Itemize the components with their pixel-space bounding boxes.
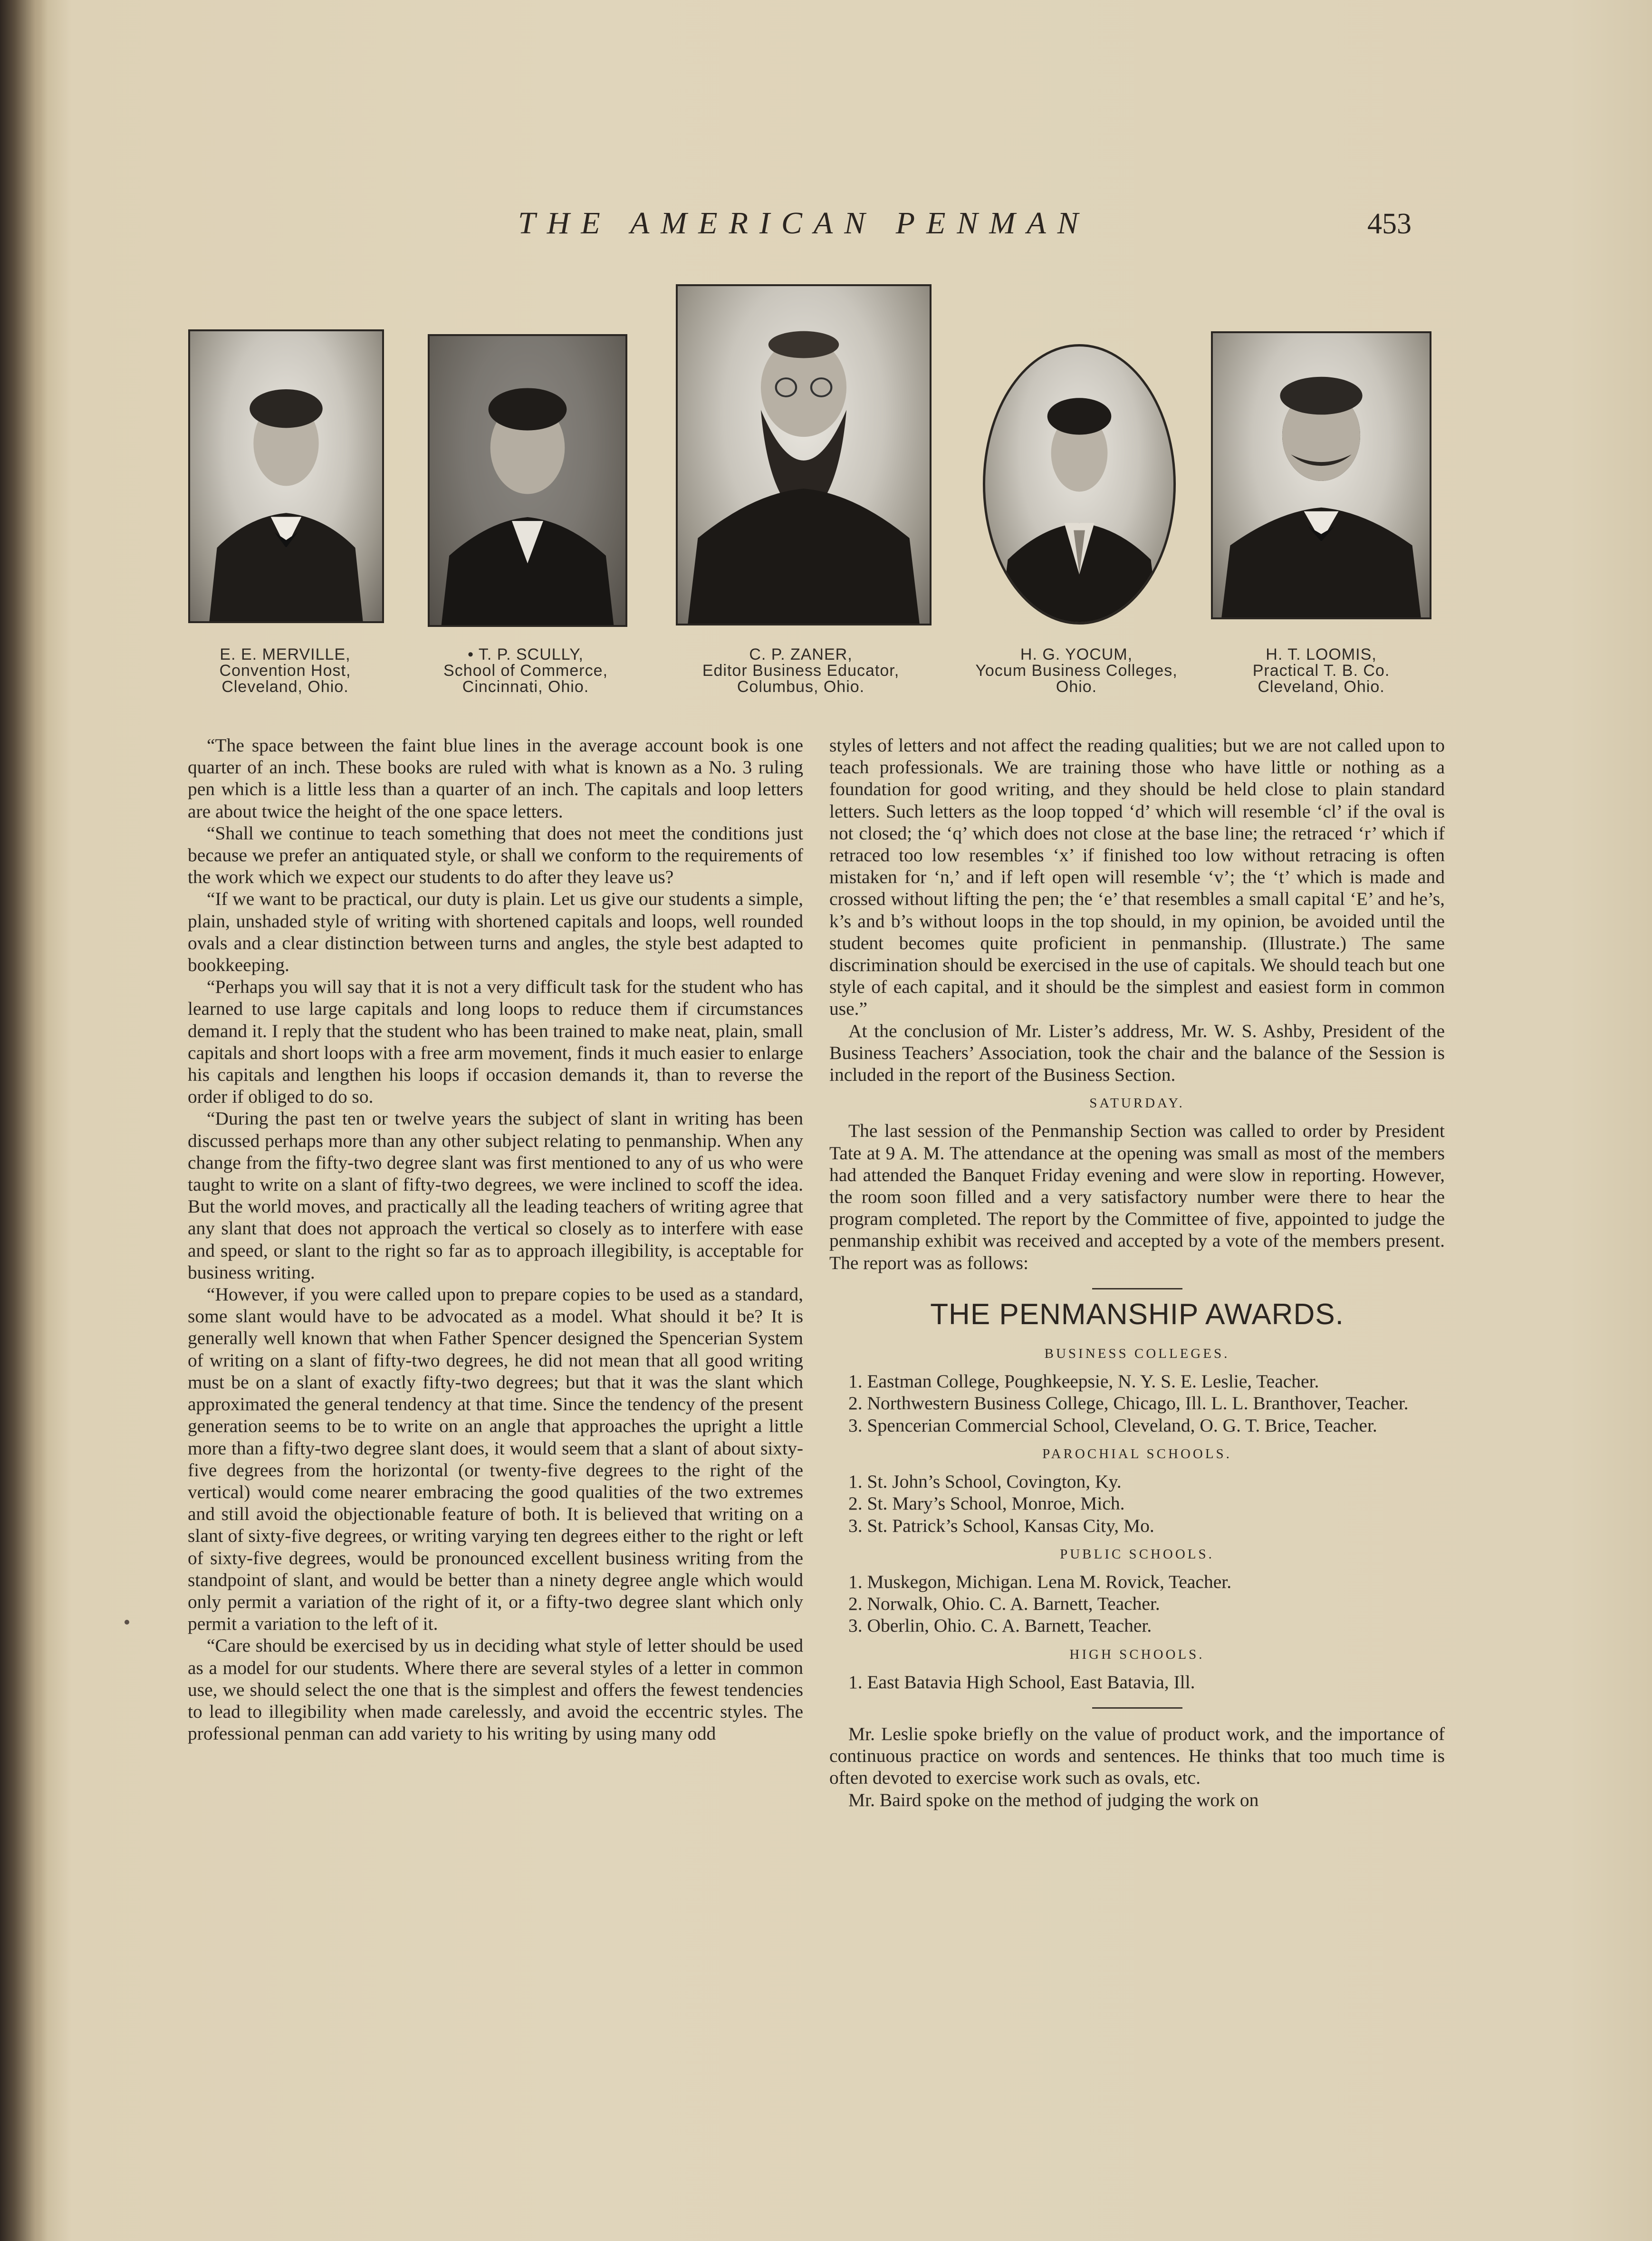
section-heading-saturday: SATURDAY. [1089, 1096, 1185, 1111]
portrait-scully [428, 334, 627, 627]
caption-line: Convention Host, [219, 662, 351, 680]
caption-line: Cleveland, Ohio. [221, 678, 349, 696]
caption-name: C. P. ZANER, [749, 645, 853, 664]
award-item: 3. Oberlin, Ohio. C. A. Barnett, Teacher. [848, 1615, 1152, 1636]
caption-loomis [1207, 646, 1435, 695]
category-heading-business: BUSINESS COLLEGES. [1044, 1346, 1230, 1362]
caption-name: H. T. LOOMIS, [1266, 645, 1377, 664]
left-column [188, 734, 803, 1744]
paragraph: “If we want to be practical, our duty is plain. Let us give our students a simple, plain, unshaded style of writing with shortened capitals and loops, well rounded ovals and a clear distinction between turns and angles, the style best adapted to bookkeeping. [188, 888, 803, 976]
paragraph: “During the past ten or twelve years the subject of slant in writing has been discussed perhaps more than any other subject relating to penmanship. When any change from the fifty-two degree slant was first mentioned to any of us who were taught to write on a slant of fifty-two degrees, we were inclined to scoff the idea. But the world moves, and practically all the leading teachers of writing agree that any slant that does not approach the vertical so closely as to interfere with ease and speed, or slant to the right so far as to approach illegibility, is acceptable for business writing. [188, 1108, 803, 1283]
margin-mark [125, 1620, 129, 1625]
caption-name: E. E. MERVILLE, [220, 645, 351, 664]
paragraph: At the conclusion of Mr. Lister’s address, Mr. W. S. Ashby, President of the Business Teachers’ Association, took the chair and the balance of the Session is included in the report of the Business Section. [829, 1020, 1445, 1086]
page-number: 453 [1367, 208, 1412, 240]
paragraph: “Care should be exercised by us in deciding what style of letter should be used as a model for our students. Where there are several styles of a letter in common use, we should select the one that is the simplest and offers the fewest tendencies to lead to illegibility when made carelessly, and avoid the eccentric styles. The professional penman can add variety to his writing by using many odd [188, 1635, 803, 1744]
caption-line: Yocum Business Colleges, [975, 662, 1178, 680]
portrait-zaner [676, 284, 932, 625]
portrait-merville [188, 329, 384, 623]
paragraph: “Shall we continue to teach something that does not meet the conditions just because we prefer an antiquated style, or shall we conform to the requirements of the work which we expect our students to do after they leave us? [188, 822, 803, 888]
caption-line: Cincinnati, Ohio. [462, 678, 589, 696]
right-column [829, 734, 1445, 1811]
caption-line: School of Commerce, [443, 662, 608, 680]
caption-scully [416, 646, 635, 695]
caption-name: H. G. YOCUM, [1020, 645, 1133, 664]
award-item: 1. St. John’s School, Covington, Ky. [848, 1471, 1122, 1492]
caption-zaner [663, 646, 939, 695]
paragraph: The last session of the Penmanship Section was called to order by President Tate at 9 A. M. The attendance at the opening was small as most of the members had attended the Banquet Friday evening and were slow in reporting. However, the room soon filled and a very satisfactory number were there to hear the program completed. The report by the Committee of five, appointed to judge the penmanship exhibit was received and accepted by a vote of the members present. The report was as follows: [829, 1120, 1445, 1273]
caption-merville [181, 646, 390, 695]
award-item: 1. Eastman College, Poughkeepsie, N. Y. S. E. Leslie, Teacher. [848, 1371, 1319, 1392]
divider [1092, 1288, 1182, 1289]
caption-yocum [946, 646, 1207, 695]
paragraph: “The space between the faint blue lines in the average account book is one quarter of an inch. These books are ruled with what is known as a No. 3 ruling pen which is a little less than a quarter of an inch. The capitals and loop letters are about twice the height of the one space letters. [188, 735, 803, 822]
running-header-title: THE AMERICAN PENMAN [518, 206, 1090, 240]
book-spine [0, 0, 48, 2241]
award-item: 2. St. Mary’s School, Monroe, Mich. [848, 1493, 1125, 1514]
caption-line: Practical T. B. Co. [1252, 662, 1390, 680]
caption-line: Editor Business Educator, [702, 662, 900, 680]
category-heading-parochial: PAROCHIAL SCHOOLS. [1042, 1446, 1232, 1462]
caption-line: Cleveland, Ohio. [1258, 678, 1385, 696]
divider [1092, 1707, 1182, 1709]
paragraph: Mr. Baird spoke on the method of judging the work on [848, 1789, 1259, 1810]
paragraph: styles of letters and not affect the reading qualities; but we are not called upon to teach professionals. We are training those who have little or nothing as a foundation for good writing, and they should be held close to plain standard letters. Such letters as the loop topped ‘d’ which will resemble ‘cl’ if the oval is not closed; the ‘q’ which does not close at the base line; the retraced ‘r’ which if retraced too low resembles ‘x’ if finished too low without retracing is often mistaken for ‘n,’ and if left open will resemble ‘v’; the ‘t’ which is made and crossed without lifting the pen; the ‘e’ that resembles a small capital ‘E’ and he’s, k’s and b’s without loops in the top should, in my opinion, be avoided until the student becomes quite proficient in penmanship. (Illustrate.) The same discrimination should be exercised in the use of capitals. We should teach but one style of each capital, and it should be the simplest and easiest form in common use.” [829, 735, 1445, 1020]
portrait-loomis [1211, 331, 1431, 619]
category-heading-high: HIGH SCHOOLS. [1069, 1646, 1205, 1662]
portrait-yocum [983, 344, 1176, 625]
paragraph: “However, if you were called upon to prepare copies to be used as a standard, some slant would have to be advocated as a model. What should it be? It is generally well known that when Father Spencer designed the Spencerian System of writing on a slant of fifty-two degrees, he did not mean that all good writing must be on a slant of exactly fifty-two degrees; but that it was the slant which approximated the general tendency at that time. Since the tendency of the present generation seems to be to write on an angle that approaches the upright a little more than a fifty-two degree slant does, it would seem that a slant of about sixty-five degrees from the horizontal (or twenty-five degrees to the right of the vertical) would come nearer embracing the good qualities of the two extremes and still avoid the objectionable feature of both. It is believed that writing on a slant of sixty-five degrees, or writing varying ten degrees either to the right or left of sixty-five degrees, would be pronounced excellent business writing from the standpoint of slant, and would be better than a ninety degree angle which would only permit a variation of the right of it, or a fifty-two degree slant which only permit a variation to the left of it. [188, 1284, 803, 1635]
award-item: 2. Norwalk, Ohio. C. A. Barnett, Teacher. [848, 1593, 1160, 1615]
caption-name: • T. P. SCULLY, [468, 645, 584, 664]
caption-line: Ohio. [1056, 678, 1097, 696]
award-item: 2. Northwestern Business College, Chicago, Ill. L. L. Branthover, Teacher. [848, 1393, 1409, 1414]
award-item: 3. Spencerian Commercial School, Cleveland, O. G. T. Brice, Teacher. [848, 1414, 1377, 1436]
awards-title: THE PENMANSHIP AWARDS. [930, 1298, 1344, 1331]
caption-line: Columbus, Ohio. [737, 678, 865, 696]
award-item: 3. St. Patrick’s School, Kansas City, Mo. [848, 1515, 1154, 1536]
paragraph: Mr. Leslie spoke briefly on the value of product work, and the importance of continuous practice on words and sentences. He thinks that too much time is often devoted to exercise work such as ovals, etc. [829, 1723, 1445, 1789]
award-item: 1. East Batavia High School, East Batavia, Ill. [848, 1671, 1195, 1693]
award-item: 1. Muskegon, Michigan. Lena M. Rovick, Teacher. [848, 1571, 1232, 1592]
category-heading-public: PUBLIC SCHOOLS. [1060, 1546, 1214, 1562]
paragraph: “Perhaps you will say that it is not a very difficult task for the student who has learned to use large capitals and long loops to reduce them if circumstances demand it. I reply that the student who has been trained to make neat, plain, small capitals and short loops with a free arm movement, finds it much easier to enlarge his capitals and lengthen his loops if occasion demands it, than to reverse the order if obliged to do so. [188, 976, 803, 1107]
